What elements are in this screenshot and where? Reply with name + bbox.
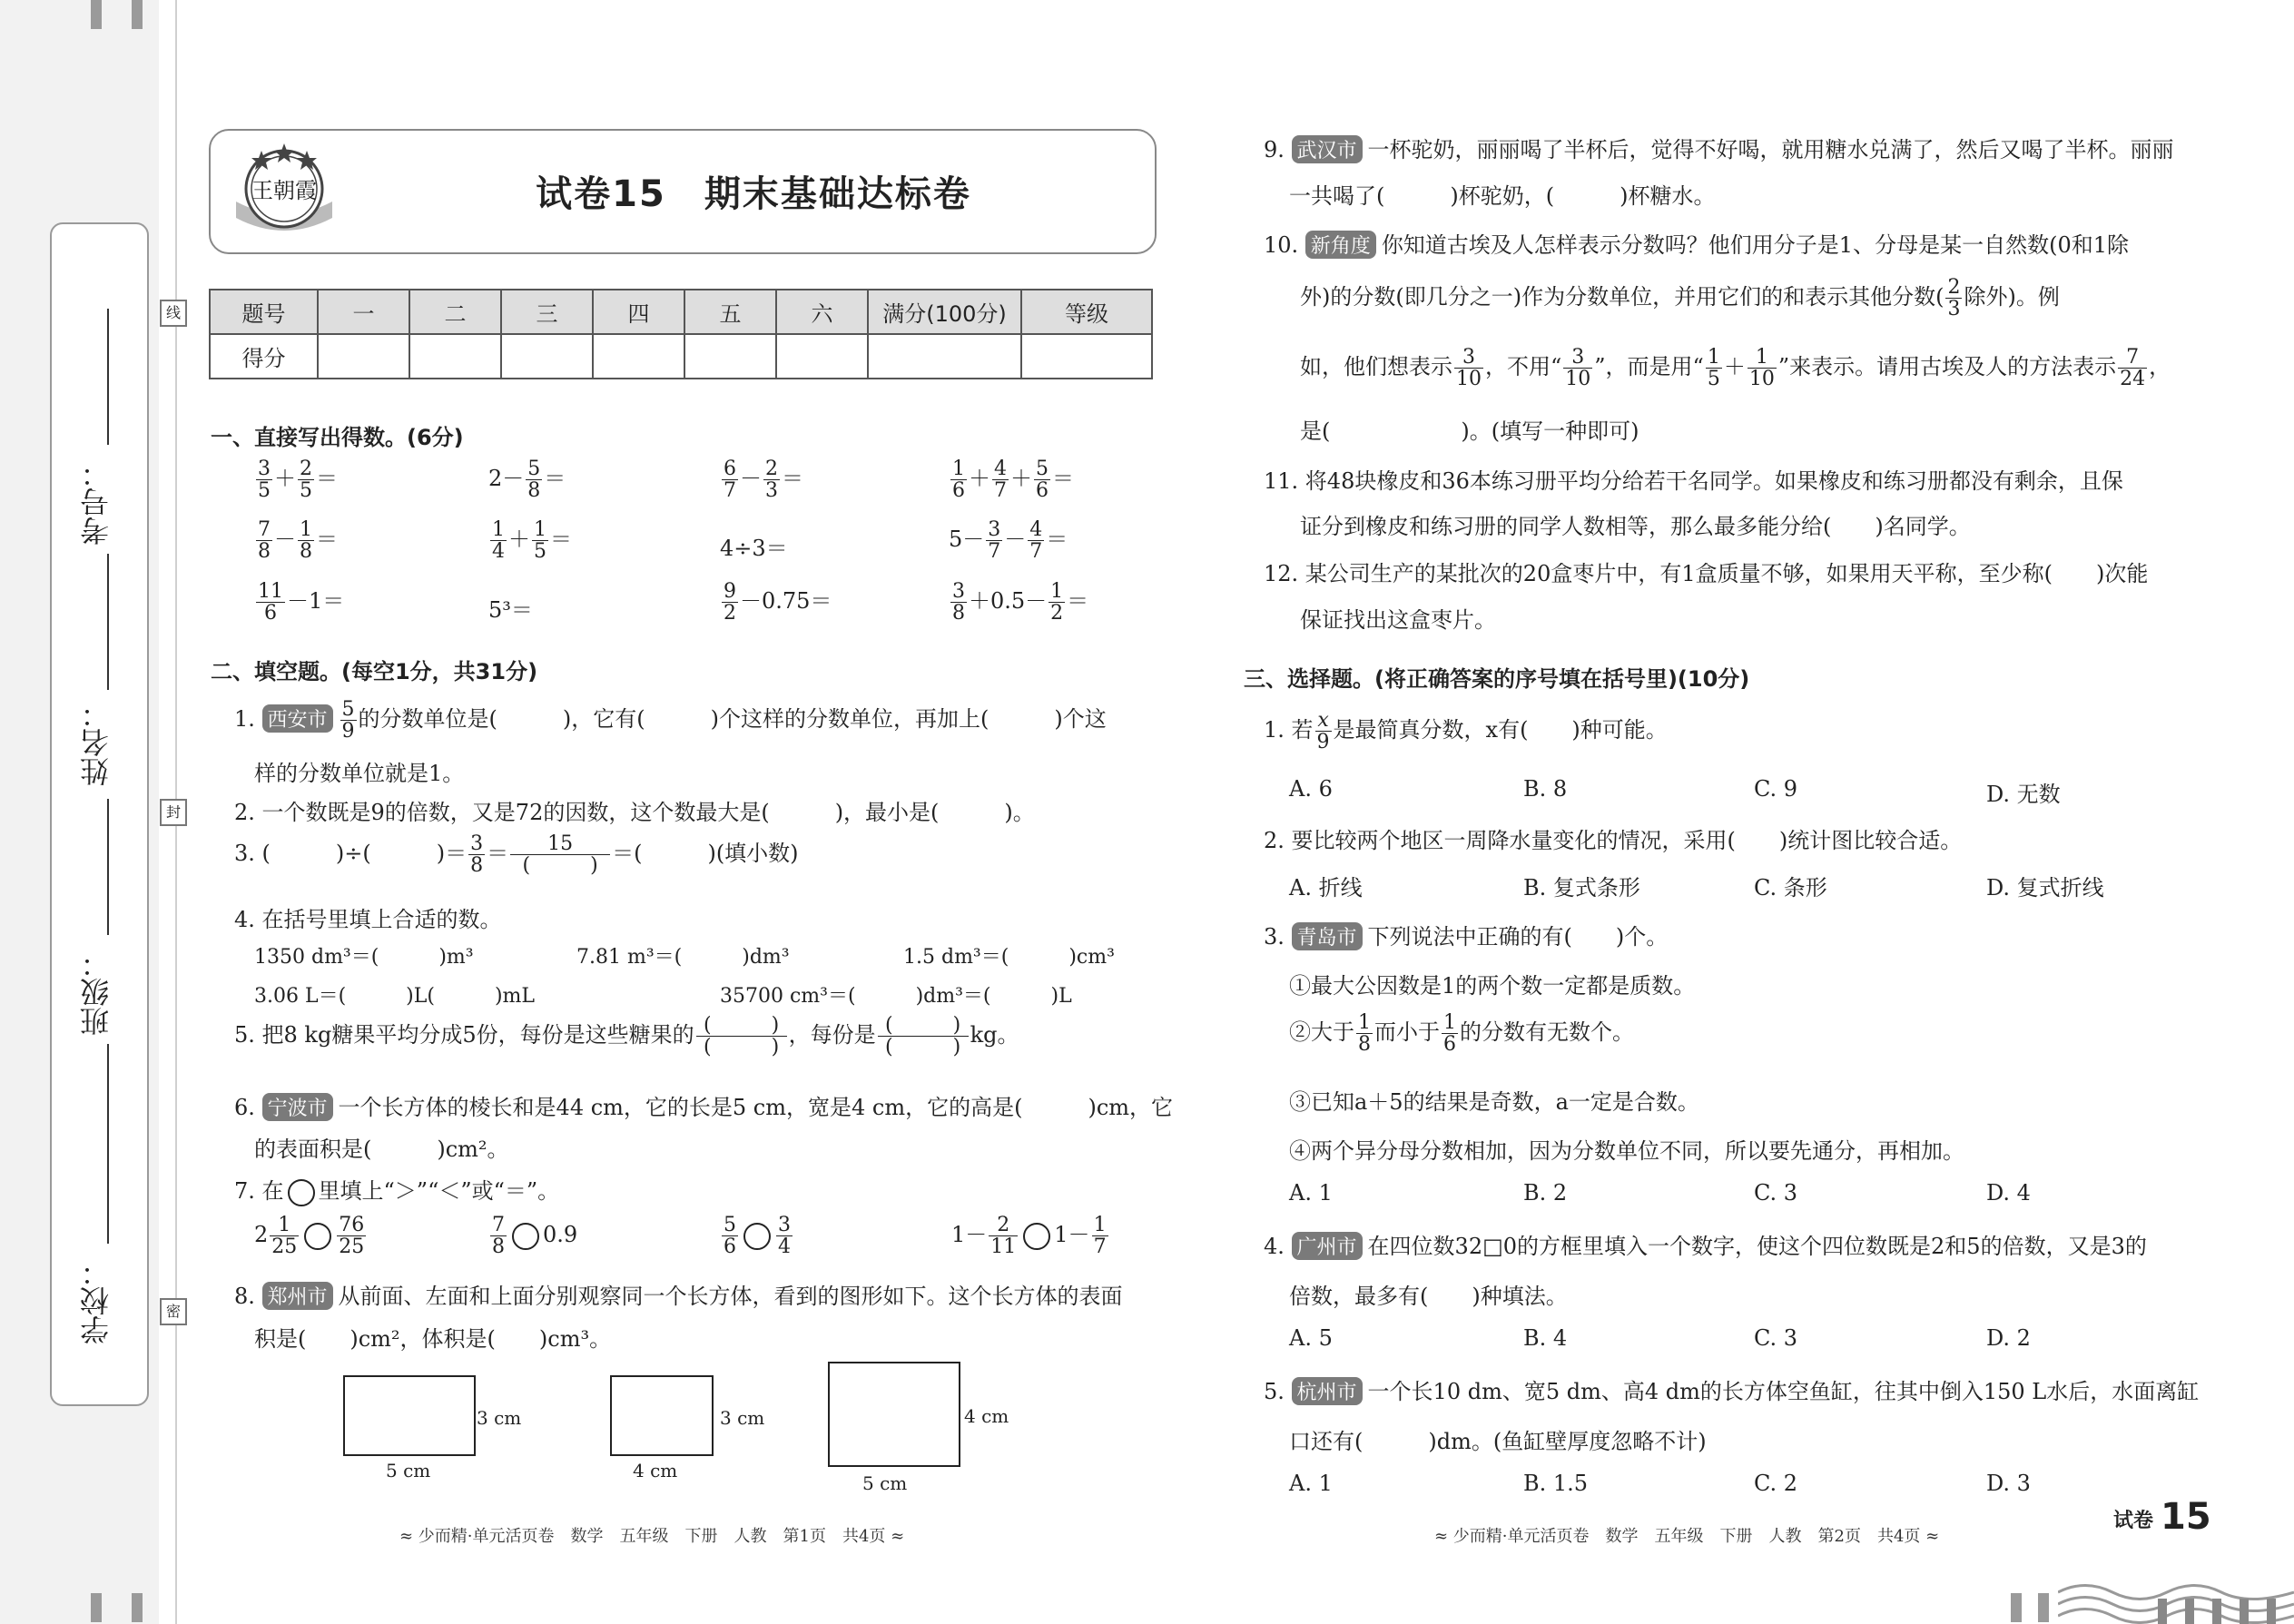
calc-item: $\frac{1}{6}$ ＋ $\frac{4}{7}$ ＋ $\frac{5}{6}$ ＝ (952, 458, 1074, 503)
option[interactable]: A. 折线 (1289, 875, 1363, 901)
question-2-1-cont: 样的分数单位就是1。 (254, 761, 465, 786)
section-3-heading: 三、选择题。(将正确答案的序号填在括号里)(10分) (1244, 666, 1750, 692)
option[interactable]: B. 1.5 (1523, 1471, 1589, 1496)
score-header: 六 (776, 290, 868, 334)
score-header: 二 (409, 290, 501, 334)
section-2-heading: 二、填空题。(每空1分，共31分) (211, 659, 538, 684)
calc-item: $\frac{9}{2}$ －0.75＝ (724, 580, 832, 625)
question-11: 11. 将48块橡皮和36本练习册平均分给若干名同学。如果橡皮和练习册都没有剩余，且保 (1264, 468, 2123, 494)
calc-item: $\frac{1}{4}$ ＋ $\frac{1}{5}$ ＝ (492, 518, 572, 564)
statement-3: ③已知a＋5的结果是奇数，a一定是合数。 (1289, 1089, 1699, 1115)
choice-2: 2. 要比较两个地区一周降水量变化的情况，采用( )统计图比较合适。 (1264, 828, 1963, 853)
option[interactable]: B. 8 (1523, 776, 1568, 802)
school-line[interactable] (107, 1044, 109, 1244)
option[interactable]: A. 1 (1289, 1180, 1333, 1206)
calc-item: 2－ $\frac{5}{8}$ ＝ (488, 458, 566, 503)
name-label: 姓名： (79, 699, 113, 786)
statement-4: ④两个异分母分数相加，因为分数单位不同，所以要先通分，再相加。 (1289, 1138, 1964, 1164)
question-10-b: 外)的分数(即几分之一)作为分数单位，并用它们的和表示其他分数( $\frac{2}{3}$ 除外)。例 (1300, 276, 2060, 321)
question-12: 12. 某公司生产的某批次的20盒枣片中，有1盒质量不够，如果用天平称，至少称( )次能 (1264, 561, 2149, 586)
question-9-cont: 一共喝了( )杯驼奶，( )杯糖水。 (1289, 183, 1716, 209)
calc-item: 5－ $\frac{3}{7}$ － $\frac{4}{7}$ ＝ (949, 518, 1068, 564)
unit-conv: 1350 dm³＝( )m³ (254, 946, 474, 969)
bar-mark (2011, 1593, 2022, 1622)
option[interactable]: C. 条形 (1754, 875, 1827, 901)
student-info-box (50, 222, 149, 1406)
compare-item: 2 $\frac{1}{25}$ $\frac{76}{25}$ (254, 1214, 365, 1259)
score-cell[interactable] (409, 334, 501, 379)
score-cell[interactable] (593, 334, 684, 379)
score-cell[interactable] (1021, 334, 1152, 379)
score-cell[interactable] (318, 334, 409, 379)
choice-4-cont: 倍数，最多有( )种填法。 (1289, 1284, 1568, 1309)
gutter-mark-feng: 封 (160, 799, 187, 826)
choice-5-cont: 口还有( )dm。(鱼缸壁厚度忽略不计) (1289, 1429, 1707, 1454)
dim-label: 3 cm (720, 1407, 765, 1429)
calc-item: 5³＝ (488, 597, 533, 623)
school-label: 学校： (79, 1257, 113, 1344)
question-2-6: 6. 宁波市 一个长方体的棱长和是44 cm，它的长是5 cm，宽是4 cm，它的高是( )cm，它 (234, 1095, 1174, 1120)
compare-item: $\frac{5}{6}$ $\frac{3}{4}$ (724, 1214, 791, 1259)
footer-left: ≈ 少而精·单元活页卷 数学 五年级 下册 人教 第1页 共4页 ≈ (399, 1527, 905, 1546)
unit-conv: 3.06 L＝( )L( )mL (254, 985, 535, 1008)
bar-mark (132, 0, 143, 29)
question-2-4: 4. 在括号里填上合适的数。 (234, 907, 502, 932)
top-view-rect (828, 1362, 960, 1467)
score-row-label: 得分 (210, 334, 318, 379)
choice-5: 5. 杭州市 一个长10 dm、宽5 dm、高4 dm的长方体空鱼缸，往其中倒入150 L水后，水面离缸 (1264, 1379, 2200, 1404)
question-2-5: 5. 把8 kg糖果平均分成5份，每份是这些糖果的 $\frac{( )}{( )}$ ，每份是 $\frac{( )}{( )}$ kg。 (234, 1014, 1019, 1059)
question-12-cont: 保证找出这盒枣片。 (1300, 607, 1496, 633)
dim-label: 4 cm (964, 1405, 1009, 1427)
calc-item: 4÷3＝ (720, 536, 788, 561)
bar-mark (91, 0, 102, 29)
question-2-3: 3. ( )÷( )＝ $\frac{3}{8}$ ＝ $\frac{15}{( )}$ ＝( )(填小数) (234, 832, 799, 878)
circle-blank (288, 1179, 315, 1206)
bar-mark (132, 1593, 143, 1622)
unit-conv: 35700 cm³＝( )dm³＝( )L (720, 985, 1072, 1008)
calc-item: $\frac{3}{5}$ ＋ $\frac{2}{5}$ ＝ (258, 458, 338, 503)
option[interactable]: A. 5 (1289, 1325, 1333, 1351)
option[interactable]: B. 2 (1523, 1180, 1568, 1206)
option[interactable]: B. 4 (1523, 1325, 1568, 1351)
publisher-logo (225, 136, 343, 243)
corner-number: 15 (2161, 1496, 2211, 1538)
option[interactable]: C. 2 (1754, 1471, 1798, 1496)
score-header: 四 (593, 290, 684, 334)
dim-label: 4 cm (633, 1460, 678, 1481)
option[interactable]: D. 2 (1986, 1325, 2031, 1351)
score-header: 等级 (1021, 290, 1152, 334)
bar-mark (2038, 1593, 2049, 1622)
dim-label: 3 cm (477, 1407, 522, 1429)
question-2-8: 8. 郑州市 从前面、左面和上面分别观察同一个长方体，看到的图形如下。这个长方体的表面 (234, 1284, 1123, 1309)
statement-1: ①最大公因数是1的两个数一定都是质数。 (1289, 973, 1696, 999)
calc-item: $\frac{11}{6}$ －1＝ (258, 580, 345, 625)
calc-item: $\frac{7}{8}$ － $\frac{1}{8}$ ＝ (258, 518, 338, 564)
page-title: 试卷15 期末基础达标卷 (536, 173, 971, 215)
score-header: 三 (501, 290, 593, 334)
calc-item: $\frac{3}{8}$ ＋0.5－ $\frac{1}{2}$ ＝ (952, 580, 1089, 625)
score-header: 一 (318, 290, 409, 334)
logo-text: 王朝霞 (251, 178, 317, 203)
bar-mark (91, 1593, 102, 1622)
exam-number-line[interactable] (107, 309, 109, 445)
compare-circle[interactable] (743, 1223, 771, 1250)
score-header: 五 (684, 290, 776, 334)
option[interactable]: B. 复式条形 (1523, 875, 1640, 901)
score-header: 满分(100分) (868, 290, 1021, 334)
score-table (209, 289, 1153, 379)
exam-number-label: 考号： (79, 458, 113, 546)
option[interactable]: C. 3 (1754, 1180, 1798, 1206)
dim-label: 5 cm (386, 1460, 431, 1481)
question-2-1: 1. 西安市 $\frac{5}{9}$ 的分数单位是( )，它有( )个这样的分数单位，再加上( )个这 (234, 698, 1107, 743)
compare-item: 1－ $\frac{2}{11}$ 1－ $\frac{1}{7}$ (951, 1214, 1107, 1259)
unit-conv: 1.5 dm³＝( )cm³ (903, 946, 1115, 969)
name-line[interactable] (107, 554, 109, 690)
option[interactable]: D. 复式折线 (1986, 875, 2104, 901)
section-1-heading: 一、直接写出得数。(6分) (211, 425, 464, 450)
option[interactable]: D. 3 (1986, 1471, 2031, 1496)
class-label: 班级： (79, 949, 113, 1036)
option[interactable]: A. 6 (1289, 776, 1333, 802)
option[interactable]: C. 3 (1754, 1325, 1798, 1351)
gutter-mark-mi: 密 (160, 1298, 187, 1325)
statement-2: ②大于 $\frac{1}{8}$ 而小于 $\frac{1}{6}$ 的分数有无数个。 (1289, 1011, 1634, 1057)
dim-label: 5 cm (862, 1472, 908, 1494)
option[interactable]: C. 9 (1754, 776, 1798, 802)
question-10-c: 如，他们想表示 $\frac{3}{10}$ ，不用“ $\frac{3}{10}$ ”，而是用“ $\frac{1}{5}$ ＋ $\frac{1}{10}$ ”来表示。请用古埃及人的方法表示 $\frac{7}{24}$ ， (1300, 346, 2171, 391)
option[interactable]: D. 无数 (1986, 782, 2061, 807)
question-2-7: 7. 在 里填上“＞”“＜”或“＝”。 (234, 1173, 559, 1206)
question-10-d: 是( )。(填写一种即可) (1300, 418, 1639, 444)
question-2-2: 2. 一个数既是9的倍数，又是72的因数，这个数最大是( )，最小是( )。 (234, 800, 1035, 825)
option[interactable]: D. 4 (1986, 1180, 2031, 1206)
footer-right: ≈ 少而精·单元活页卷 数学 五年级 下册 人教 第2页 共4页 ≈ (1434, 1527, 1940, 1546)
question-2-8-cont: 积是( )cm²，体积是( )cm³。 (254, 1326, 612, 1352)
calc-item: $\frac{6}{7}$ － $\frac{2}{3}$ ＝ (724, 458, 803, 503)
score-cell[interactable] (684, 334, 776, 379)
score-cell[interactable] (776, 334, 868, 379)
score-cell[interactable] (868, 334, 1021, 379)
unit-conv: 7.81 m³＝( )dm³ (576, 946, 790, 969)
side-view-rect (610, 1375, 714, 1456)
compare-circle[interactable] (304, 1223, 331, 1250)
choice-1: 1. 若 $\frac{x}{9}$ 是最简真分数，x有( )种可能。 (1264, 709, 1668, 754)
compare-circle[interactable] (512, 1223, 539, 1250)
question-2-6-cont: 的表面积是( )cm²。 (254, 1137, 509, 1162)
gutter-mark-xian: 线 (160, 300, 187, 327)
front-view-rect (343, 1375, 476, 1456)
choice-3: 3. 青岛市 下列说法中正确的有( )个。 (1264, 924, 1669, 950)
corner-label: 试卷 (2113, 1510, 2154, 1532)
choice-4: 4. 广州市 在四位数32□0的方框里填入一个数字，使这个四位数既是2和5的倍数，又是3的 (1264, 1234, 2147, 1259)
question-11-cont: 证分到橡皮和练习册的同学人数相等，那么最多能分给( )名同学。 (1300, 514, 1971, 539)
option[interactable]: A. 1 (1289, 1471, 1333, 1496)
score-cell[interactable] (501, 334, 593, 379)
question-10: 10. 新角度 你知道古埃及人怎样表示分数吗？他们用分子是1、分母是某一自然数(0和1除 (1264, 232, 2129, 258)
compare-circle[interactable] (1023, 1223, 1050, 1250)
class-line[interactable] (107, 799, 109, 935)
compare-item: $\frac{7}{8}$ 0.9 (492, 1214, 578, 1259)
question-9: 9. 武汉市 一杯驼奶，丽丽喝了半杯后，觉得不好喝，就用糖水兑满了，然后又喝了半杯。丽丽 (1264, 137, 2174, 162)
score-header: 题号 (210, 290, 318, 334)
